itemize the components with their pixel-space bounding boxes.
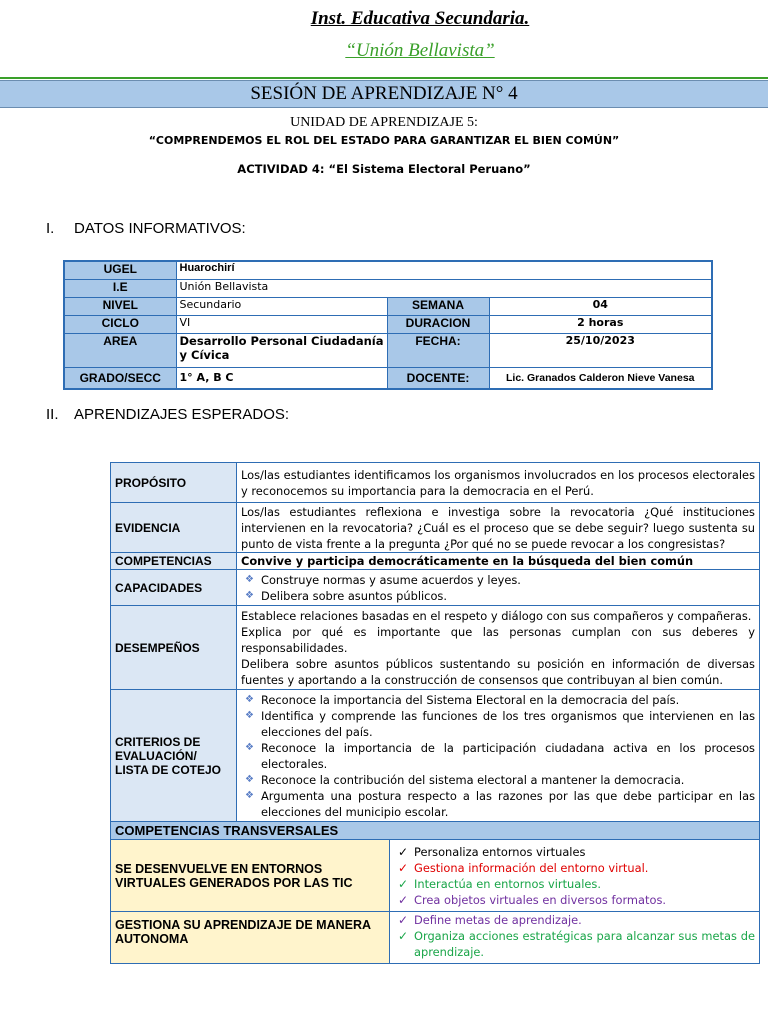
semana-label: SEMANA — [387, 297, 489, 315]
bullet-icon: ❖ — [245, 693, 254, 705]
list-item: ✓ Organiza acciones estratégicas para alcanzar sus metas de aprendizaje. — [398, 929, 755, 959]
bullet-icon: ❖ — [245, 773, 254, 785]
list-item: ❖ Argumenta una postura respecto a las razones por las que debe participar en las elecciones del municipio escolar. — [245, 788, 755, 819]
desempeno-item: Establece relaciones basadas en el respeto y diálogo con sus compañeros y compañeras. — [241, 608, 752, 623]
proposito-text: Los/las estudiantes identificamos los organismos involucrados en los procesos electorales y reconocemos su importancia para la democracia en el Perú. — [237, 463, 760, 503]
section-number: I. — [46, 220, 55, 237]
bullet-icon: ❖ — [245, 573, 254, 585]
competencias-text: Convive y participa democráticamente en la búsqueda del bien común — [237, 553, 760, 570]
capacidades-label: CAPACIDADES — [111, 570, 237, 606]
check-icon: ✓ — [398, 929, 409, 943]
autonoma-label: GESTIONA SU APRENDIZAJE DE MANERA AUTONOMA — [111, 912, 390, 964]
desempeno-item: Delibera sobre asuntos públicos sustentando su posición en información de diversas fuentes y aportando a la construcción de consensos que contribuyan al bien común. — [241, 656, 755, 687]
list-item: ❖ Identifica y comprende las funciones de los tres organismos que intervienen en las elecciones del país. — [245, 708, 755, 739]
desempenos-label: DESEMPEÑOS — [111, 606, 237, 690]
grado-value: 1° A, B C — [176, 367, 387, 389]
transversales-heading: COMPETENCIAS TRANSVERSALES — [111, 822, 760, 840]
aprendizajes-table — [110, 462, 760, 964]
list-item: ❖ Construye normas y asume acuerdos y leyes. — [245, 572, 521, 587]
list-item: ❖ Reconoce la importancia de la participación ciudadana activa en los procesos electorales. — [245, 740, 755, 771]
fecha-label: FECHA: — [387, 333, 489, 367]
ie-label: I.E — [64, 279, 176, 297]
ciclo-value: VI — [176, 315, 387, 333]
bullet-icon: ❖ — [245, 589, 254, 601]
section-aprendizajes-heading — [46, 406, 289, 423]
semana-value: 04 — [489, 297, 712, 315]
nivel-label: NIVEL — [64, 297, 176, 315]
evidencia-label: EVIDENCIA — [111, 503, 237, 553]
list-item: ✓ Crea objetos virtuales en diversos formatos. — [398, 892, 667, 907]
ciclo-label: CICLO — [64, 315, 176, 333]
section-title: DATOS INFORMATIVOS: — [74, 220, 246, 237]
list-item: ✓ Gestiona información del entorno virtual. — [398, 860, 649, 875]
check-icon: ✓ — [398, 876, 409, 891]
tic-list — [390, 840, 760, 912]
autonoma-list — [390, 912, 760, 964]
proposito-label: PROPÓSITO — [111, 463, 237, 503]
check-icon: ✓ — [398, 844, 409, 859]
school-name: “Unión Bellavista” — [345, 40, 495, 61]
desempenos-text — [237, 606, 760, 690]
list-item: ❖ Reconoce la contribución del sistema electoral a mantener la democracia. — [245, 772, 685, 787]
grado-label: GRADO/SECC — [64, 367, 176, 389]
check-icon: ✓ — [398, 860, 409, 875]
school-title: Inst. Educativa Secundaria. — [310, 8, 530, 29]
docente-label: DOCENTE: — [387, 367, 489, 389]
fecha-value: 25/10/2023 — [489, 333, 712, 367]
duracion-value: 2 horas — [489, 315, 712, 333]
section-number: II. — [46, 406, 59, 423]
ugel-value: Huarochirí — [176, 261, 712, 279]
list-item: ✓ Define metas de aprendizaje. — [398, 913, 582, 927]
desempeno-item: Explica por qué es importante que las personas cumplan con sus deberes y responsabilidades. — [241, 624, 755, 655]
competencias-label: COMPETENCIAS — [111, 553, 237, 570]
bullet-icon: ❖ — [245, 789, 254, 801]
unidad-heading: UNIDAD DE APRENDIZAJE 5: — [290, 115, 478, 130]
bullet-icon: ❖ — [245, 709, 254, 721]
check-icon: ✓ — [398, 913, 409, 927]
unidad-title: “COMPRENDEMOS EL ROL DEL ESTADO PARA GARANTIZAR EL BIEN COMÚN” — [148, 134, 620, 147]
evidencia-text: Los/las estudiantes reflexiona e investiga sobre la revocatoria ¿Qué instituciones intervienen en la revocatoria? ¿Cuál es el proceso que se debe seguir? luego sustenta su punto de vista frente a la pregunta ¿Por qué no se puede revocar a los congresistas? — [237, 503, 760, 553]
docente-value: Lic. Granados Calderon Nieve Vanesa — [489, 367, 712, 389]
session-title: SESIÓN DE APRENDIZAJE N° 4 — [0, 80, 768, 108]
section-datos-heading — [46, 220, 246, 237]
nivel-value: Secundario — [176, 297, 387, 315]
criterios-label: CRITERIOS DE EVALUACIÓN/ LISTA DE COTEJO — [111, 690, 237, 822]
list-item: ✓ Interactúa en entornos virtuales. — [398, 876, 601, 891]
datos-table — [63, 260, 713, 390]
actividad-title: ACTIVIDAD 4: “El Sistema Electoral Peruano” — [237, 162, 531, 176]
list-item: ✓ Personaliza entornos virtuales — [398, 844, 586, 859]
tic-label: SE DESENVUELVE EN ENTORNOS VIRTUALES GENERADOS POR LAS TIC — [111, 840, 390, 912]
criterios-list — [237, 690, 760, 822]
bullet-icon: ❖ — [245, 741, 254, 753]
ugel-label: UGEL — [64, 261, 176, 279]
list-item: ❖ Delibera sobre asuntos públicos. — [245, 588, 447, 603]
duracion-label: DURACION — [387, 315, 489, 333]
capacidades-list — [237, 570, 760, 606]
area-label: AREA — [64, 333, 176, 367]
list-item: ❖ Reconoce la importancia del Sistema Electoral en la democracia del país. — [245, 692, 680, 707]
header-divider — [0, 77, 768, 79]
area-value: Desarrollo Personal Ciudadanía y Cívica — [176, 333, 387, 367]
section-title: APRENDIZAJES ESPERADOS: — [74, 406, 290, 423]
ie-value: Unión Bellavista — [176, 279, 712, 297]
check-icon: ✓ — [398, 892, 409, 907]
